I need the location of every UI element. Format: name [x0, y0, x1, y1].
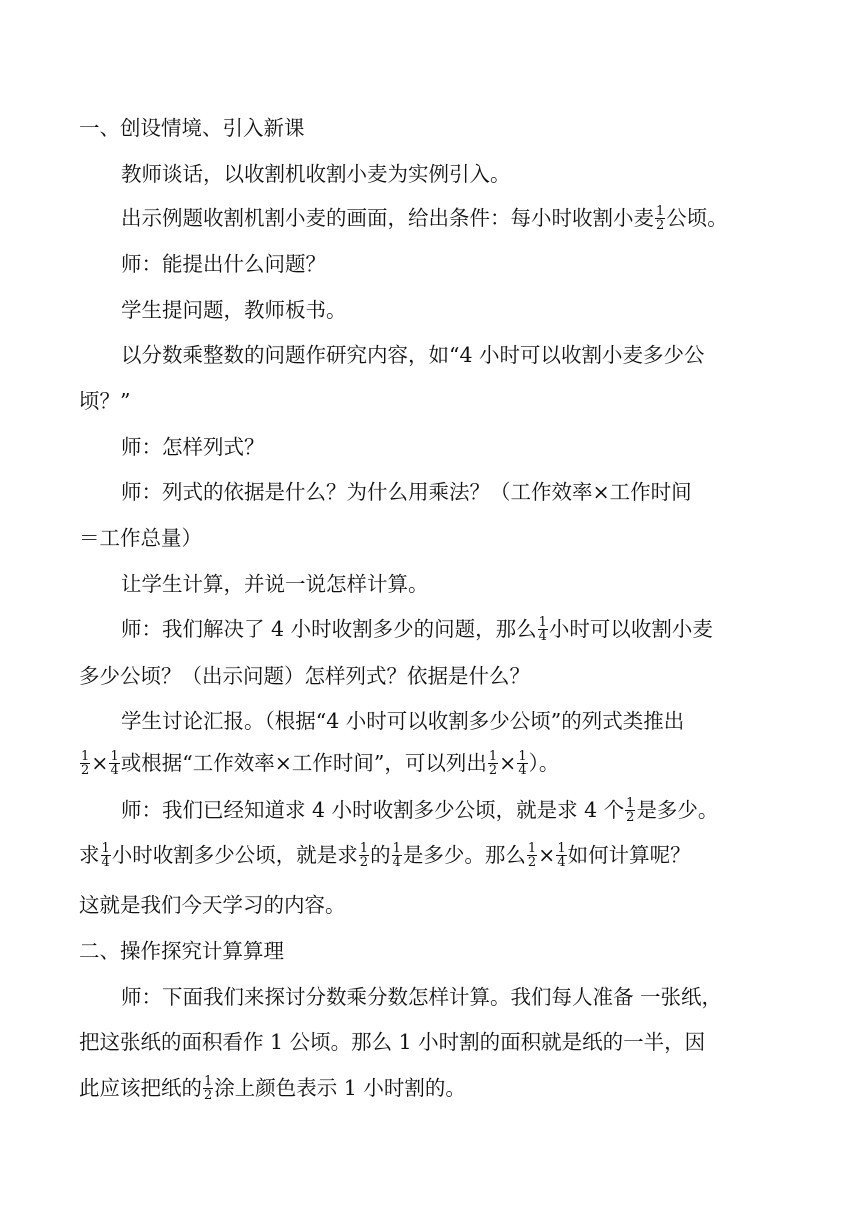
paragraph-text: 出示例题收割机割小麦的画面，给出条件：每小时收割小麦: [121, 206, 654, 230]
fraction-numerator: 1: [488, 749, 498, 764]
paragraph-continuation: [79, 523, 202, 553]
fraction-denominator: 4: [110, 763, 119, 778]
paragraph-text: 师：我们已经知道求 4 小时收割多少公顷，就是求 4 个: [121, 798, 625, 822]
paragraph-text: 师：能提出什么问题？: [121, 252, 326, 276]
paragraph-text: 的: [370, 843, 391, 867]
fraction-numerator: 1: [538, 615, 547, 630]
fraction: [556, 842, 566, 869]
fraction-denominator: 4: [538, 629, 547, 644]
fraction-numerator: 1: [110, 749, 119, 764]
fraction: [517, 750, 527, 777]
fraction: [359, 842, 369, 869]
paragraph: [121, 203, 728, 233]
paragraph-text: 求: [79, 843, 100, 867]
section-heading-1: [79, 113, 305, 143]
paragraph: [121, 477, 692, 507]
fraction-numerator: 1: [359, 841, 369, 856]
fraction-numerator: 1: [557, 841, 566, 856]
paragraph-text: 这就是我们今天学习的内容。: [79, 893, 346, 917]
paragraph-text: 教师谈话，以收割机收割小麦为实例引入。: [121, 162, 511, 186]
paragraph-continuation: [79, 748, 559, 778]
paragraph-continuation: [79, 890, 346, 920]
paragraph-text: 让学生计算，并说一说怎样计算。: [121, 572, 429, 596]
paragraph-text: 学生讨论汇报。（根据“4 小时可以收割多少公顷”的列式类推出: [121, 709, 685, 733]
paragraph-continuation: [79, 840, 691, 870]
paragraph-text: 涂上颜色表示 1 小时割的。: [214, 1076, 466, 1100]
heading-text: 二、操作探究计算算理: [79, 939, 284, 963]
fraction-denominator: 4: [518, 763, 527, 778]
paragraph-text: 师：下面我们来探讨分数乘分数怎样计算。我们每人准备 一张纸，: [121, 985, 723, 1009]
fraction-denominator: 2: [488, 763, 498, 778]
paragraph-text: 师：我们解决了 4 小时收割多少的问题，那么: [121, 617, 537, 641]
paragraph-text: 小时收割多少公顷，就是求: [111, 843, 358, 867]
paragraph-text: 小时可以收割小麦: [548, 617, 713, 641]
paragraph-text: 多少公顷？（出示问题）怎样列式？依据是什么？: [79, 664, 530, 688]
fraction: [392, 842, 402, 869]
fraction: [80, 750, 90, 777]
paragraph-text: ＝工作总量）: [79, 526, 202, 550]
fraction: [488, 750, 498, 777]
fraction-denominator: 2: [656, 218, 665, 233]
paragraph-text: 顷？”: [79, 389, 131, 413]
fraction-denominator: 4: [392, 855, 401, 870]
paragraph: [121, 982, 722, 1012]
paragraph-text: 此应该把纸的: [79, 1076, 202, 1100]
paragraph: [121, 569, 429, 599]
paragraph-text: 师：列式的依据是什么？为什么用乘法？（工作效率×工作时间: [121, 480, 692, 504]
fraction: [101, 842, 111, 869]
paragraph-text: 或根据“工作效率×工作时间”，可以列出: [120, 751, 487, 775]
fraction-denominator: 2: [81, 763, 90, 778]
paragraph: [121, 249, 326, 279]
paragraph-text: ）。: [528, 751, 560, 775]
fraction-numerator: 1: [204, 1074, 213, 1089]
fraction-numerator: 1: [81, 749, 90, 764]
paragraph-text: 把这张纸的面积看作 1 公顷。那么 1 小时割的面积就是纸的一半，因: [79, 1030, 706, 1054]
paragraph-continuation: [79, 1027, 705, 1057]
paragraph-text: 以分数乘整数的问题作研究内容，如“4 小时可以收割小麦多少公: [121, 343, 705, 367]
paragraph-text: 学生提问题，教师板书。: [121, 298, 347, 322]
times-sign: ×: [538, 843, 556, 867]
fraction-numerator: 1: [518, 749, 527, 764]
fraction: [625, 797, 635, 824]
fraction: [527, 842, 537, 869]
paragraph-text: 公顷。: [666, 206, 728, 230]
fraction-numerator: 1: [626, 796, 635, 811]
paragraph-text: 如何计算呢？: [567, 843, 691, 867]
fraction-numerator: 1: [101, 841, 110, 856]
fraction-denominator: 4: [101, 855, 110, 870]
paragraph: [121, 795, 718, 825]
paragraph-continuation: [79, 661, 530, 691]
fraction: [538, 616, 548, 643]
fraction-denominator: 2: [527, 855, 537, 870]
fraction-numerator: 1: [527, 841, 537, 856]
fraction-denominator: 4: [557, 855, 566, 870]
times-sign: ×: [91, 751, 109, 775]
paragraph: [121, 432, 265, 462]
fraction-numerator: 1: [656, 204, 665, 219]
paragraph-continuation: [79, 1073, 466, 1103]
fraction: [655, 205, 665, 232]
paragraph-text: 师：怎样列式？: [121, 435, 265, 459]
fraction: [203, 1075, 213, 1102]
paragraph: [121, 706, 684, 736]
section-heading-2: [79, 936, 284, 966]
paragraph: [121, 340, 705, 370]
paragraph-text: 是多少。那么: [402, 843, 526, 867]
paragraph: [121, 614, 713, 644]
fraction-numerator: 1: [392, 841, 401, 856]
paragraph-continuation: [79, 386, 130, 416]
fraction-denominator: 2: [204, 1088, 213, 1103]
paragraph-text: 是多少。: [636, 798, 719, 822]
fraction-denominator: 2: [626, 810, 635, 825]
paragraph: [121, 295, 347, 325]
fraction-denominator: 2: [359, 855, 369, 870]
heading-text: 一、创设情境、引入新课: [79, 116, 305, 140]
times-sign: ×: [499, 751, 517, 775]
fraction: [109, 750, 119, 777]
paragraph: [121, 159, 511, 189]
